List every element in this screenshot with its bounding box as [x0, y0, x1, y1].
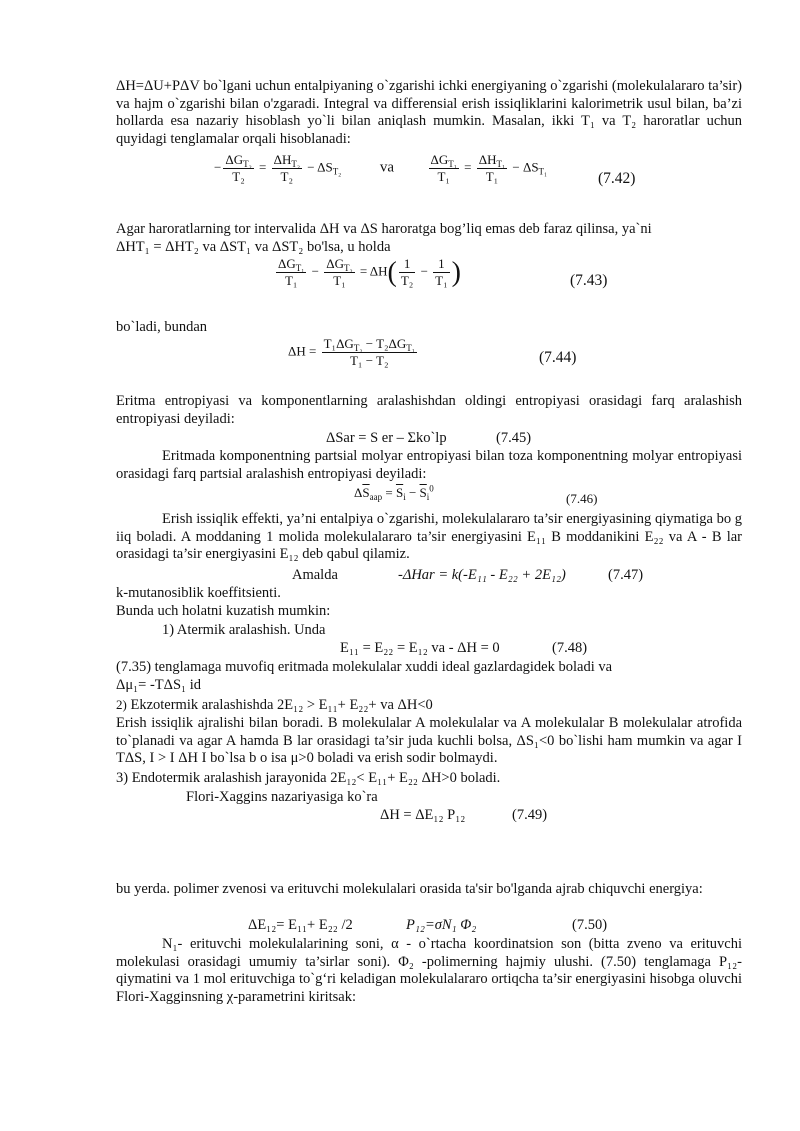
equation-number-7-43: (7.43)	[570, 272, 608, 289]
paragraph-partial-entropy: Eritmada komponentning partsial molyar entropiyasi bilan toza komponentning molyar entropiyasi orasidagi farq partsial aralashish entropiyasi deyiladi:	[116, 448, 742, 482]
equation-va-label: va	[379, 159, 394, 176]
equation-number-7-48: (7.48)	[552, 640, 588, 656]
equation-7-43: $\frac{\Delta G_{T_1}}{\text{T₁}}$ − $\frac{\Delta G_{T_2}}{\text{T₁}}$ = ΔH( $\frac{1}{\text{T₂}}$ − $\frac{1}{\text{T₁}}$ )	[278, 256, 461, 288]
equation-number-7-47: (7.47)	[608, 567, 644, 583]
equation-7-50-part-b: P₁₂=σN₁ Φ₂	[406, 917, 477, 933]
list-item-athermal: 1) Atermik aralashish. Unda	[162, 622, 326, 638]
paragraph-bundan: bo`ladi, bundan	[116, 319, 208, 335]
paragraph-ideal-gas-line-2: Δμ₁= -TΔS₁ id	[116, 677, 201, 693]
paragraph-enthalpy-intro: ΔH=ΔU+PΔV bo`lgani uchun entalpiyaning o`zgarishi ichki energiyaning o`zgarishi (molekulalararo ta’sir) va hajm o`zgarishi bilan o'zgaradi. Integral va differensial erish issiqliklarini kalorimetrik usul bilan, ba’zi hollarda esa nazariy hisoblash yo`li bilan aniqlash mumkin. Masalan, ikki T₁ va T₂ haroratlar uchun quyidagi tenglamalar orqali hisoblanadi:	[116, 78, 742, 147]
flori-haggins-line: Flori-Xaggins nazariyasiga ko`ra	[186, 789, 378, 805]
list-item-exothermic-text: Ekzotermik aralashishda 2E₁₂ > E₁₁+ E₂₂+ va ΔH<0	[130, 697, 433, 713]
paragraph-mixing-entropy: Eritma entropiyasi va komponentlarning aralashishdan oldingi entropiyasi orasidagi farq aralashish entropiyasi deyiladi:	[116, 393, 742, 427]
equation-7-50-part-a: ΔE₁₂= E₁₁+ E₂₂ /2	[248, 917, 353, 933]
paragraph-narrow-interval-line-1: Agar haroratlarning tor intervalida ΔH va ΔS haroratga bog’liq emas deb faraz qilinsa, ya`ni	[116, 221, 652, 237]
equation-number-7-45: (7.45)	[496, 430, 532, 446]
equation-number-7-44: (7.44)	[539, 349, 577, 366]
equation-7-47: -ΔHar = k(-E₁₁ - E₂₂ + 2E₁₂)	[398, 567, 566, 583]
equation-7-48: E₁₁ = E₂₂ = E₁₂ va - ΔH = 0	[340, 640, 500, 656]
paragraph-heat-release: Erish issiqlik ajralishi bilan boradi. B molekulalar A molekulalar va A molekulalar B molekulalar atrofida to`planadi va agar A hamda B lar orasidagi ta’sir juda kuchli bolsa, ΔS₁<0 bo`lishi ham mumkin va agar I TΔS, I > I ΔH I bo`lsa b o isa μ>0 boladi va erish sodir bolmaydi.	[116, 715, 742, 766]
equation-7-45: ΔSar = S er – Σko`lp	[326, 430, 447, 446]
equation-7-46: $\Delta\overline{S}_{aap} = \overline{S}_i - \overline{S}_i^0$	[354, 483, 434, 502]
paragraph-ideal-gas-line-1: (7.35) tenglamaga muvofiq eritmada molekulalar xuddi ideal gazlardagidek boladi va	[116, 659, 613, 675]
paragraph-narrow-interval-line-2: ΔHT₁ = ΔHT₂ va ΔST₁ va ΔST₂ bo'lsa, u holda	[116, 239, 391, 255]
equation-number-7-50: (7.50)	[572, 917, 608, 933]
paragraph-heat-effect: Erish issiqlik effekti, ya’ni entalpiya o`zgarishi, molekulalararo ta’sir energiyasining qiymatiga bo g iiq boladi. A moddaning 1 molida molekulalararo ta’sir energiyasini E₁₁ B moddanikini E₂₂ va A - B lar orasidagi ta’sir energiyasini E₁₂ deb qabul qilamiz.	[116, 511, 742, 562]
paragraph-k-coefficient: k-mutanosiblik koeffitsienti.	[116, 585, 281, 601]
paragraph-interaction-energy: bu yerda. polimer zvenosi va erituvchi molekulalari orasida ta'sir bo'lganda ajrab chiquvchi energiya:	[116, 881, 703, 897]
equation-number-7-46: (7.46)	[566, 491, 598, 506]
amalda-label: Amalda	[292, 567, 338, 583]
paragraph-three-cases: Bunda uch holatni kuzatish mumkin:	[116, 603, 331, 619]
list-item-endothermic: 3) Endotermik aralashish jarayonida 2E₁₂< E₁₁+ E₂₂ ΔH>0 boladi.	[116, 770, 501, 786]
paragraph-flory-chi-parameter: N₁- erituvchi molekulalarining soni, α - o`rtacha koordinatsion son (bitta zveno va erituvchi molekulasi orasidagi umumiy ta’sirlar soni). Φ₂ -polimerning hajmiy ulushi. (7.50) tenglamaga P₁₂-qiymatini va 1 mol erituvchiga to`g‘ri keladigan molekulalararo ortiqcha ta’sir energiyasini hisobga oluvchi Flori-Xagginsning χ-parametrini kiritsak:	[116, 936, 742, 1005]
list-item-exothermic-number: 2)	[116, 697, 127, 712]
equation-7-49: ΔH = ΔE₁₂ P₁₂	[380, 807, 466, 823]
equation-7-44: ΔH = $\frac{T_1\Delta G_{T_2} - T_2\Delta G_{T_1}}{\text{T₁ − T₂}}$	[288, 336, 415, 368]
equation-number-7-42: (7.42)	[598, 170, 636, 187]
equation-number-7-49: (7.49)	[512, 807, 548, 823]
list-item-exothermic	[116, 696, 433, 715]
equation-7-42: − $\frac{\Delta G_{T_2}}{\text{T₂}}$ = $\frac{\Delta H_{T_2}}{\text{T₂}}$ − $\Delta S_{T_2}$ va $\frac{\Delta G_{T_1}}{\text{T₁}}$ = $\frac{\Delta H_{T_1}}{\text{T₁}}$ − $\Delta S_{T_1}$	[214, 152, 548, 184]
